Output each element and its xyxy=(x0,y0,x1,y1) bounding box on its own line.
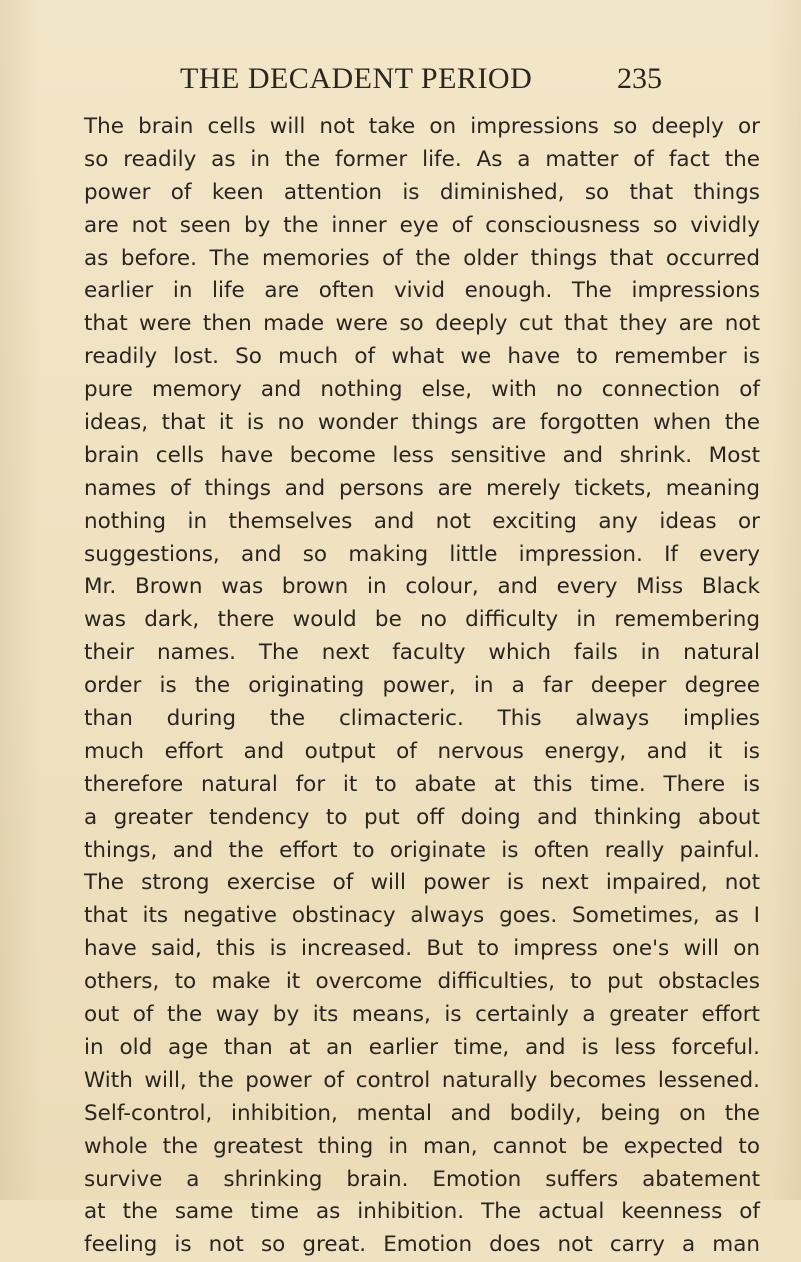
text-line: in old age than at an earlier time, and is less forceful. xyxy=(84,1034,760,1060)
text-line: nothing in themselves and not exciting any ideas or xyxy=(84,508,760,534)
text-line: names of things and persons are merely tickets, meaning xyxy=(84,475,760,501)
text-line: suggestions, and so making little impression. If every xyxy=(84,541,760,567)
body-paragraph xyxy=(84,111,760,1262)
text-line: ideas, that it is no wonder things are forgotten when the xyxy=(84,410,760,436)
text-line: as before. The memories of the older things that occurred xyxy=(84,245,760,271)
text-line: others, to make it overcome difficulties, to put obstacles xyxy=(84,969,760,995)
text-line: With will, the power of control naturally becomes lessened. xyxy=(84,1067,760,1093)
text-line: at the same time as inhibition. The actual keenness of xyxy=(84,1199,760,1225)
text-line: Self-control, inhibition, mental and bodily, being on the xyxy=(84,1100,760,1126)
text-line: readily lost. So much of what we have to remember is xyxy=(84,344,760,370)
text-line: The brain cells will not take on impressions so deeply or xyxy=(84,114,760,139)
page-number: 235 xyxy=(617,62,662,95)
text-line: whole the greatest thing in man, cannot be expected to xyxy=(84,1133,760,1159)
text-line: things, and the effort to originate is often really painful. xyxy=(84,837,760,863)
text-line: therefore natural for it to abate at this time. There is xyxy=(84,771,760,797)
text-line: feeling is not so great. Emotion does not carry a man xyxy=(84,1232,760,1258)
text-line: much effort and output of nervous energy, and it is xyxy=(84,738,760,764)
text-line: that were then made were so deeply cut that they are not xyxy=(84,311,760,337)
running-head-title: THE DECADENT PERIOD xyxy=(180,62,533,95)
text-line: than during the climacteric. This always implies xyxy=(84,706,760,732)
text-line: was dark, there would be no difficulty in remembering xyxy=(84,607,760,633)
text-line: brain cells have become less sensitive and shrink. Most xyxy=(84,442,760,468)
text-line: their names. The next faculty which fails in natural xyxy=(84,640,760,666)
text-line: earlier in life are often vivid enough. The impressions xyxy=(84,278,760,304)
text-line: so readily as in the former life. As a matter of fact the xyxy=(84,146,760,172)
text-line: power of keen attention is diminished, so that things xyxy=(84,179,760,205)
text-line: The strong exercise of will power is next impaired, not xyxy=(84,870,760,896)
running-head xyxy=(0,62,801,102)
text-line: Mr. Brown was brown in colour, and every Miss Black xyxy=(84,574,760,600)
text-line: out of the way by its means, is certainly a greater effort xyxy=(84,1002,760,1028)
text-line: order is the originating power, in a far deeper degree xyxy=(84,673,760,699)
text-line: that its negative obstinacy always goes. Sometimes, as I xyxy=(84,903,760,929)
text-line: a greater tendency to put off doing and thinking about xyxy=(84,804,760,830)
text-line: pure memory and nothing else, with no connection of xyxy=(84,377,760,403)
text-line: survive a shrinking brain. Emotion suffers abatement xyxy=(84,1166,760,1192)
text-line: are not seen by the inner eye of consciousness so vividly xyxy=(84,212,760,238)
text-line: have said, this is increased. But to impress one's will on xyxy=(84,936,760,962)
